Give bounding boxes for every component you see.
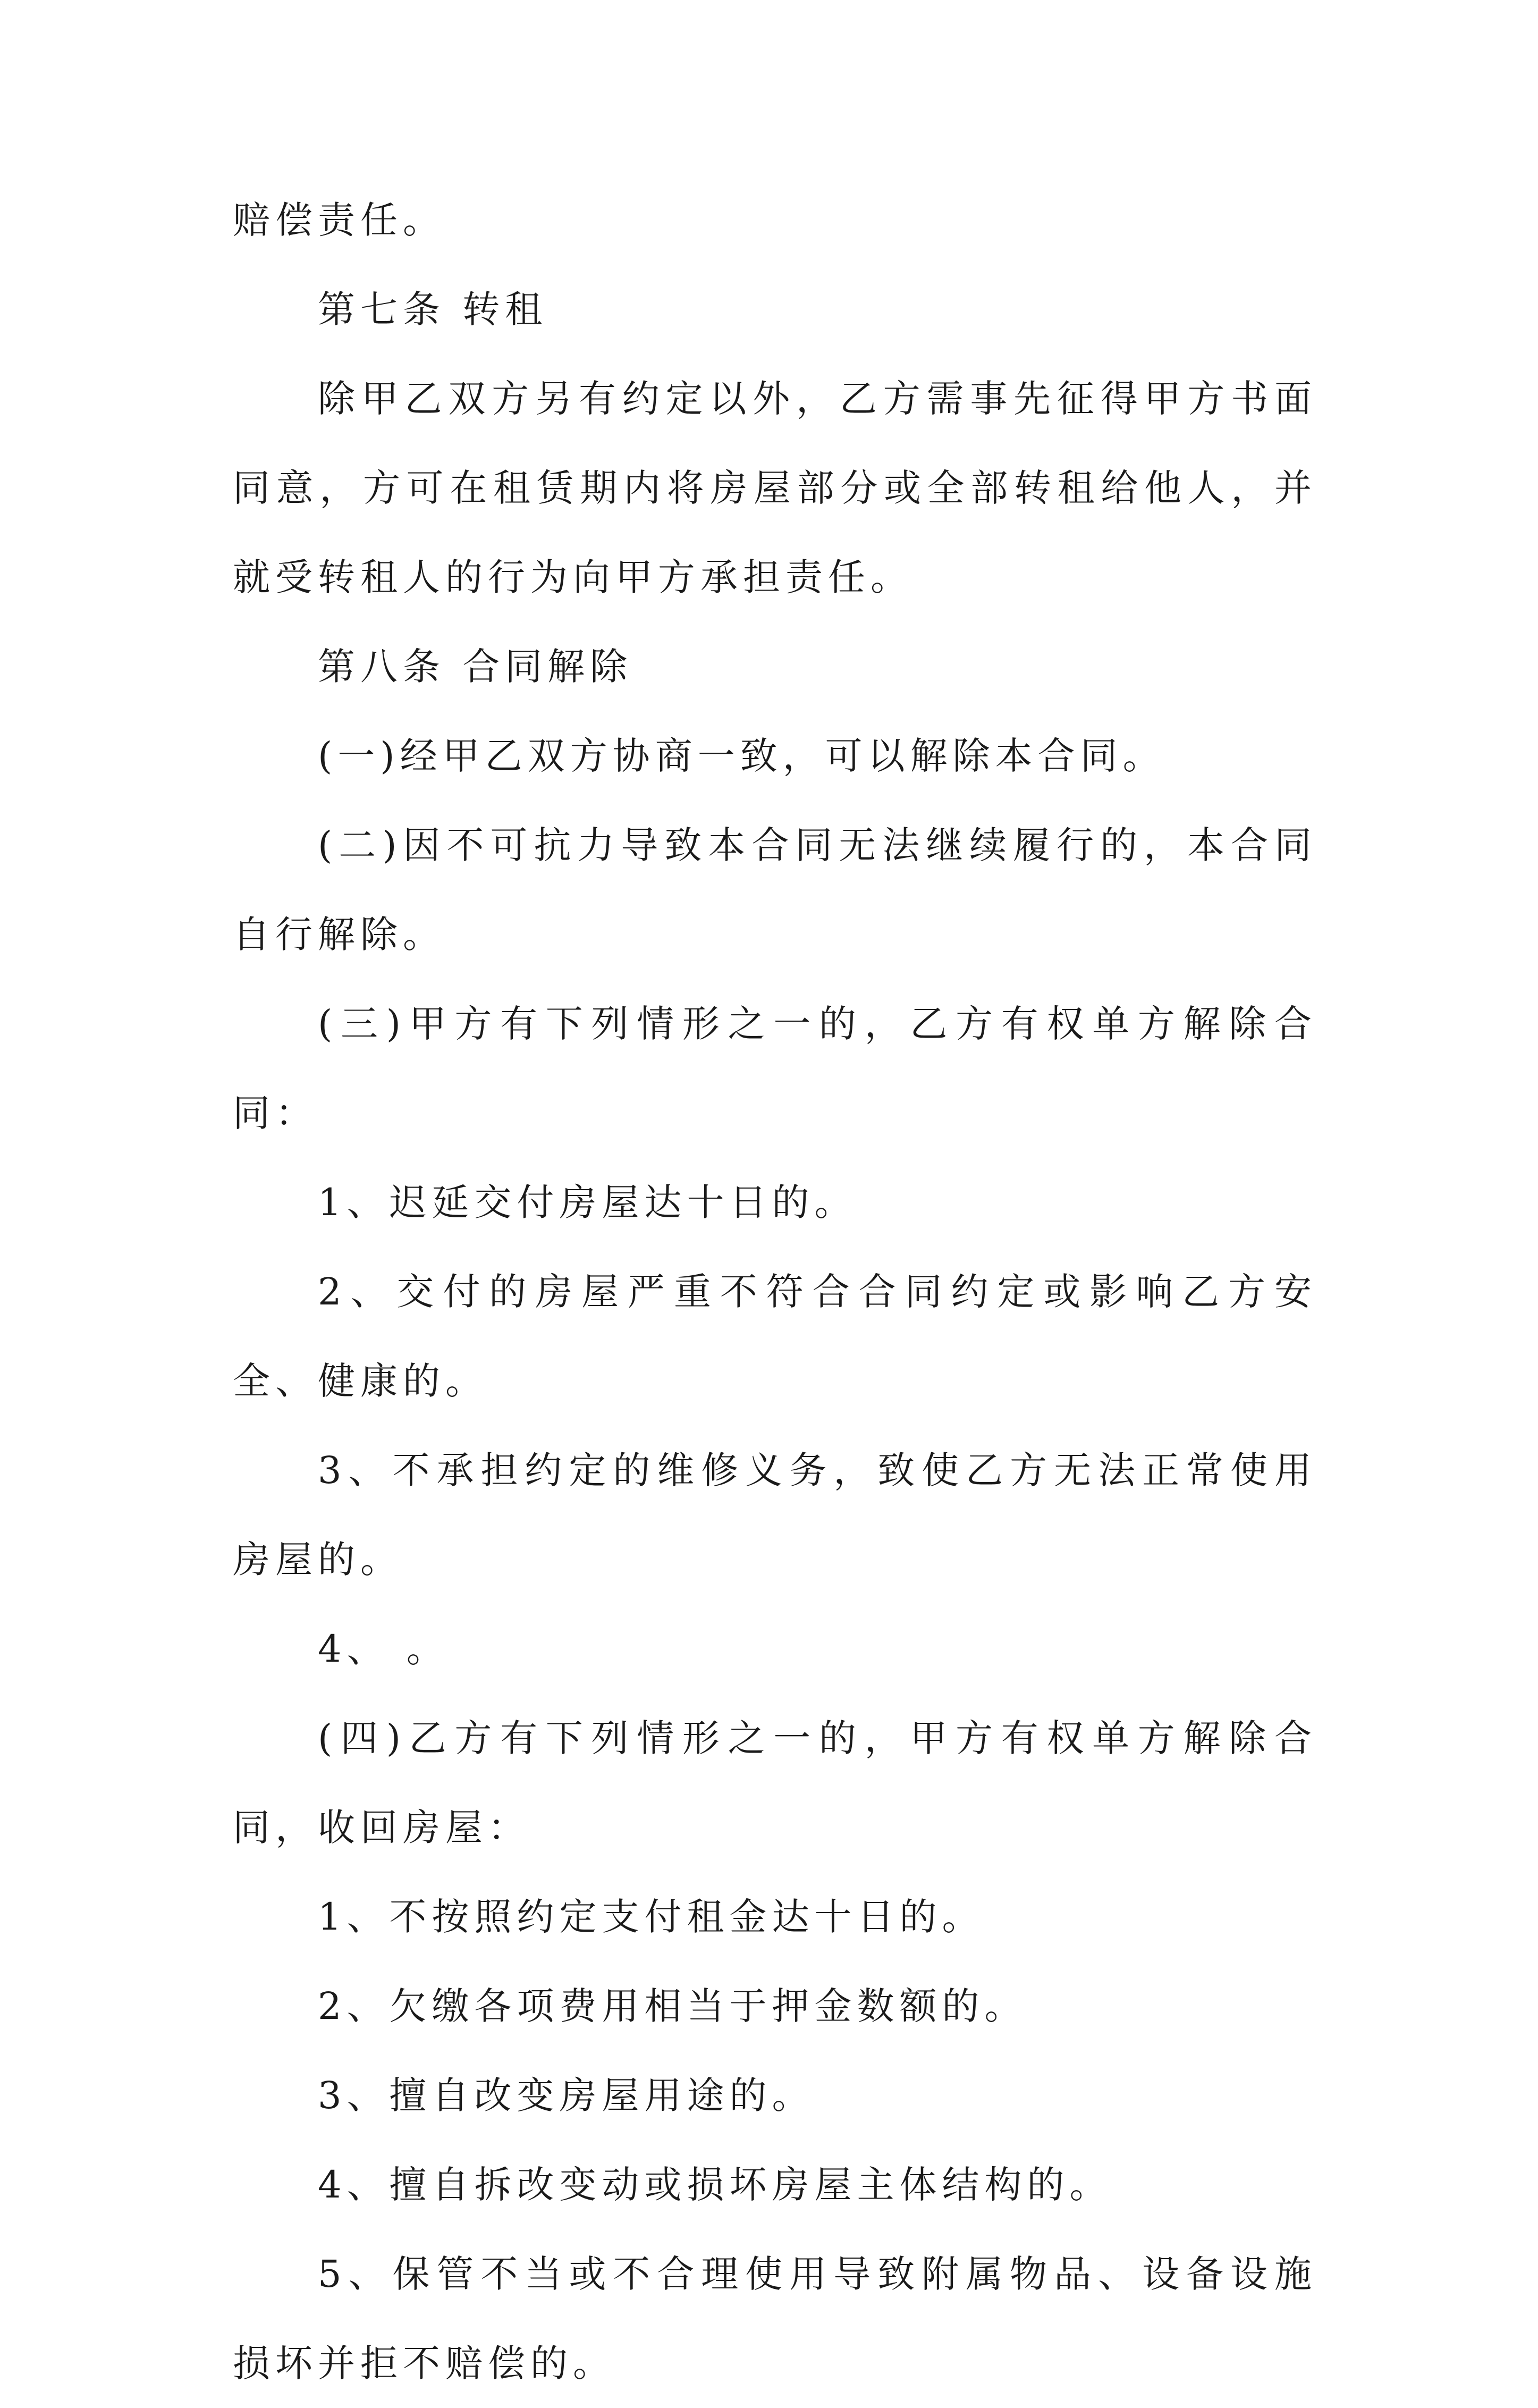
article-7-heading: 第七条 转租 — [318, 288, 548, 331]
clause-3: (三)甲方有下列情形之一的，乙方有权单方解除合同： — [233, 1002, 1317, 1135]
clause-4: (四)乙方有下列情形之一的，甲方有权单方解除合同，收回房屋： — [233, 1716, 1317, 1849]
clause-4-item-5: 5、保管不当或不合理使用导致附属物品、设备设施损坏并拒不赔偿的。 — [233, 2252, 1317, 2385]
clause-2: (二)因不可抗力导致本合同无法继续履行的，本合同自行解除。 — [233, 823, 1317, 956]
clause-4-item-1: 1、不按照约定支付租金达十日的。 — [318, 1895, 985, 1939]
clause-3-item-4: 4、 。 — [318, 1627, 449, 1671]
document-body — [233, 175, 1317, 2408]
clause-1: (一)经甲乙双方协商一致，可以解除本合同。 — [318, 734, 1165, 778]
article-8-heading: 第八条 合同解除 — [318, 645, 633, 688]
paragraph-3: 除甲乙双方另有约定以外，乙方需事先征得甲方书面同意，方可在租赁期内将房屋部分或全部转租给他人，并就受转租人的行为向甲方承担责任。 — [233, 377, 1317, 599]
clause-3-item-1: 1、迟延交付房屋达十日的。 — [318, 1181, 857, 1224]
clause-3-item-3: 3、不承担约定的维修义务，致使乙方无法正常使用房屋的。 — [233, 1449, 1317, 1581]
paragraph-1: 赔偿责任。 — [233, 198, 445, 242]
clause-4-item-2: 2、欠缴各项费用相当于押金数额的。 — [318, 1984, 1027, 2028]
clause-4-item-3: 3、擅自改变房屋用途的。 — [318, 2074, 815, 2117]
clause-4-item-4: 4、擅自拆改变动或损坏房屋主体结构的。 — [318, 2163, 1112, 2207]
clause-3-item-2: 2、交付的房屋严重不符合合同约定或影响乙方安全、健康的。 — [233, 1270, 1317, 1403]
